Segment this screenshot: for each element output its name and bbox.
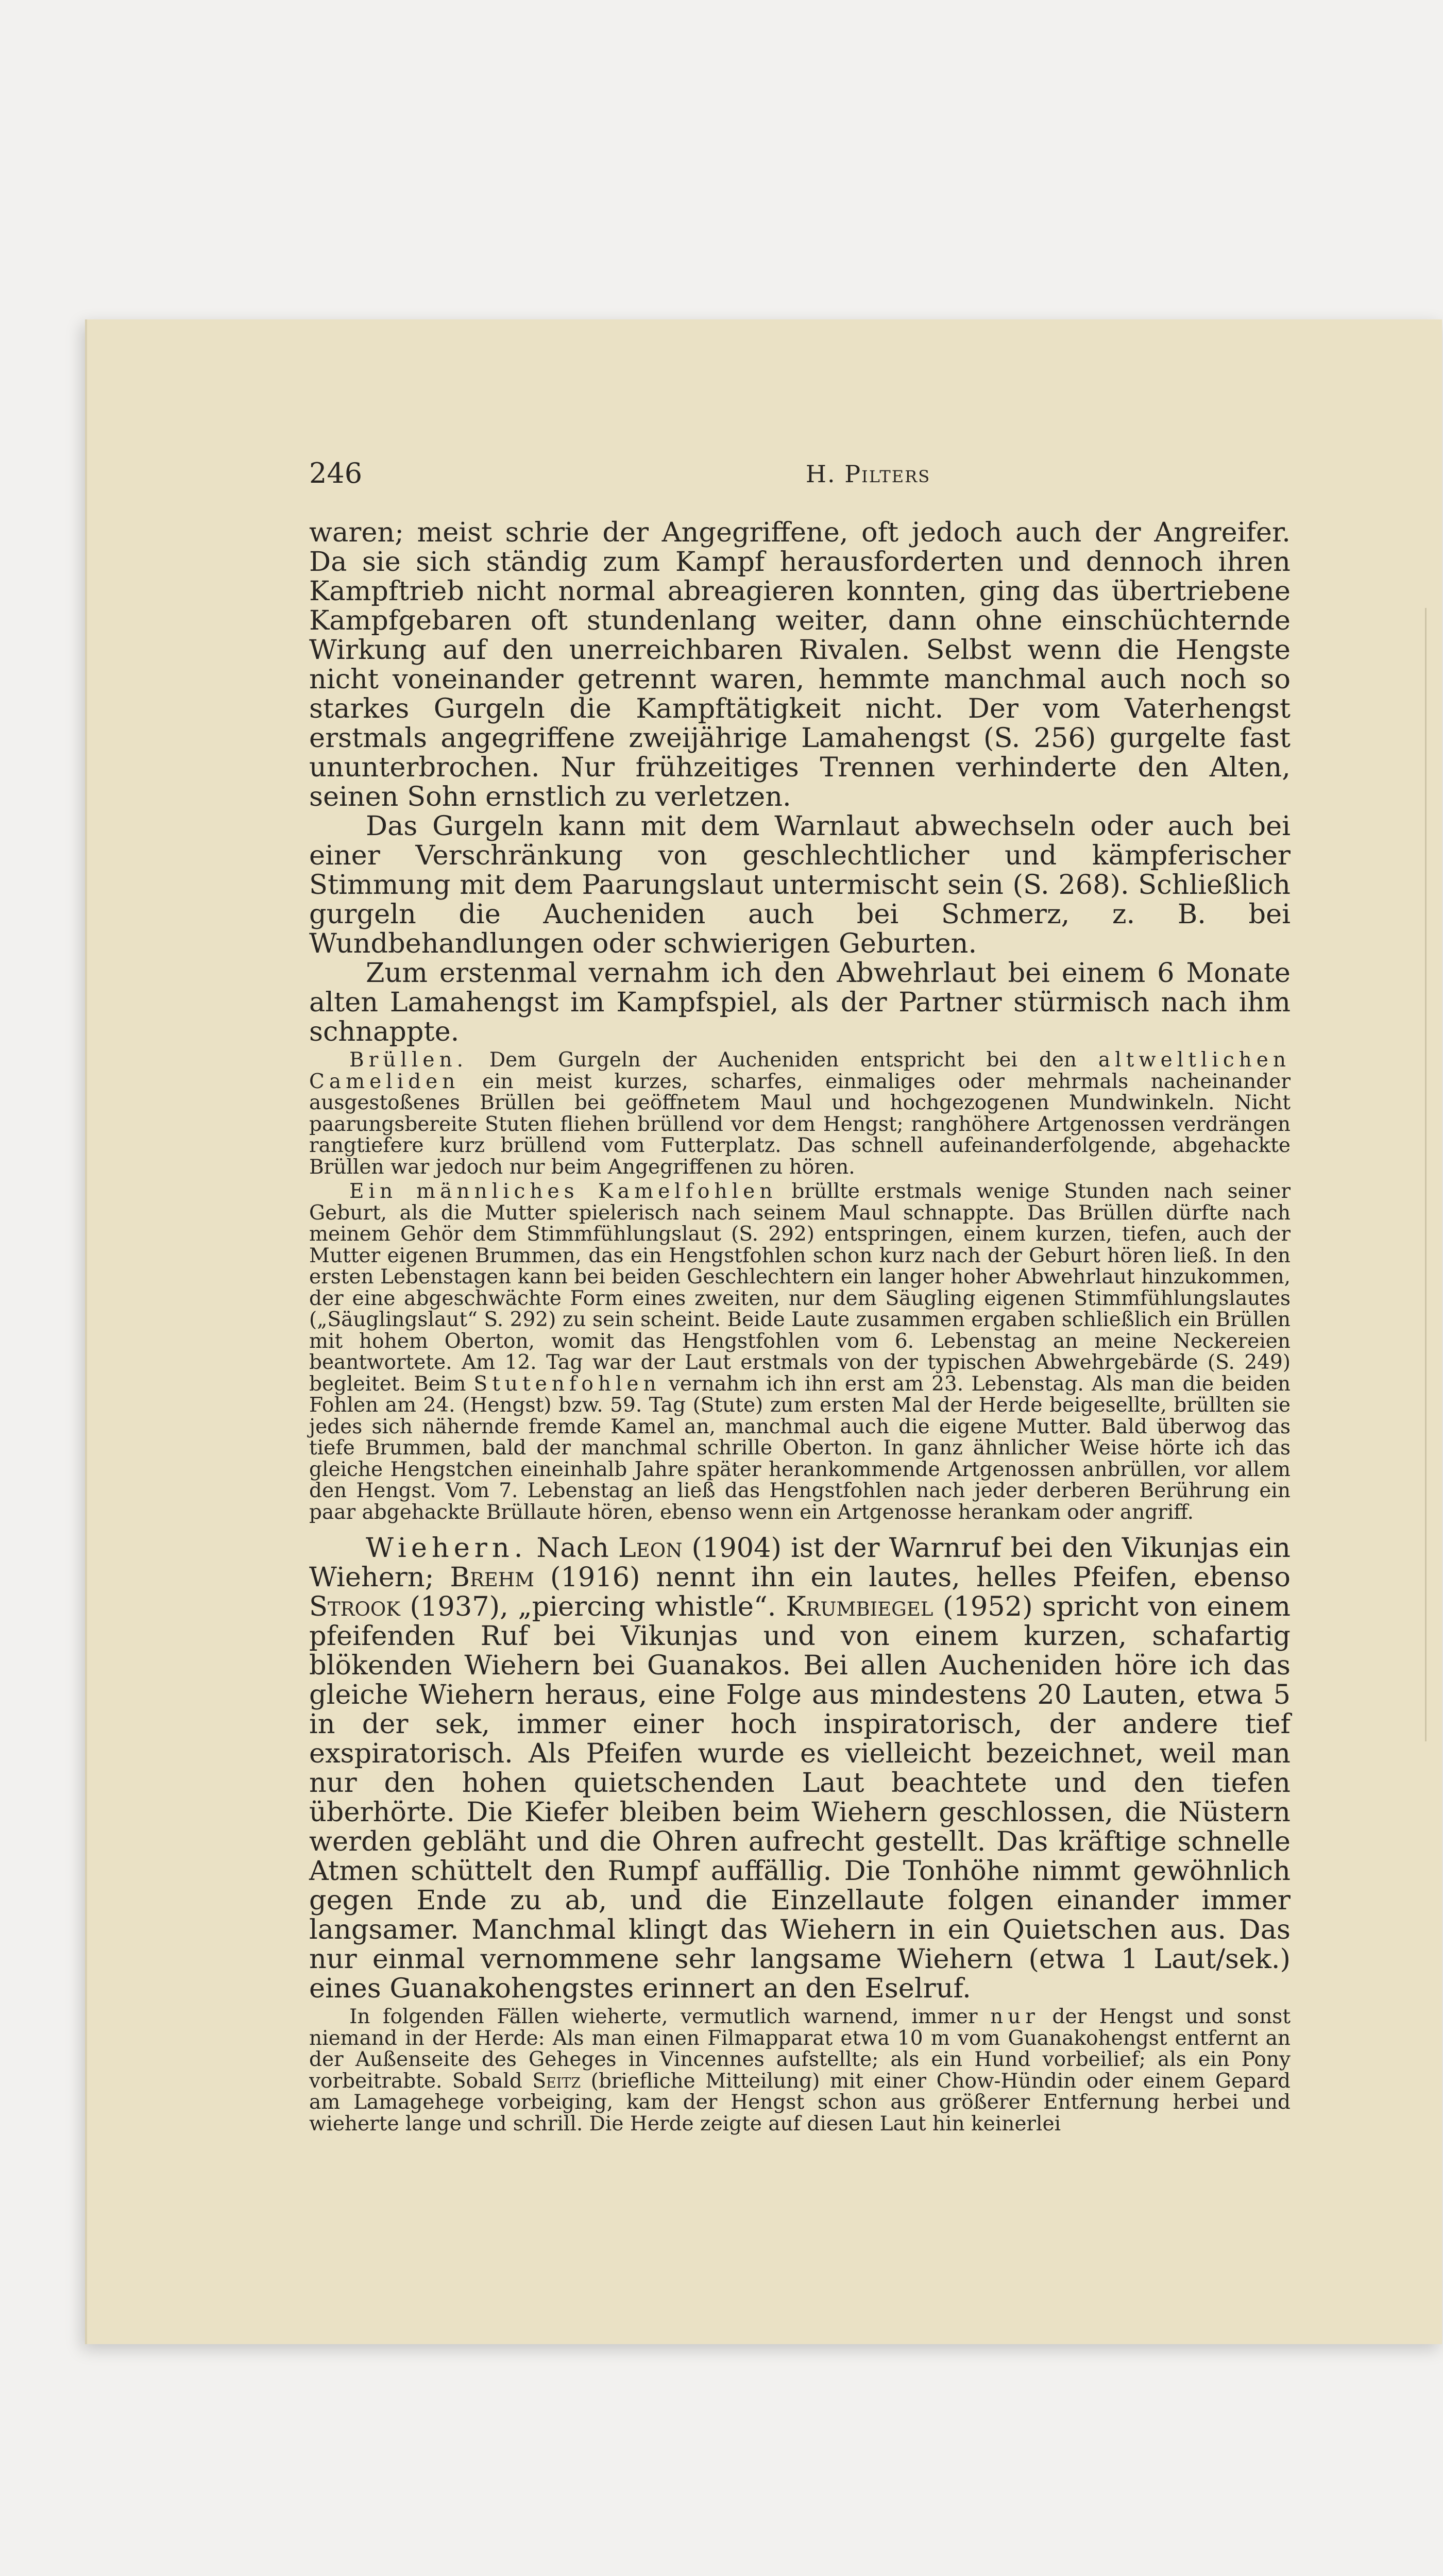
author-strook: Strook <box>309 1591 400 1622</box>
paragraph-7: In folgenden Fällen wieherte, vermutlich warnend, immer nur der Hengst und sonst niemand in der Herde: Als man einen Filmapparat etwa 10 m vom Guanakohengst entfernt an der Außenseite des Geheges in Vincennes aufstellte; als ein Hund vorbeilief; als ein Pony vorbeitrabte. Sobald Seitz (briefliche Mitteilung) mit einer Chow-Hündin oder einem Gepard am Lamagehege vorbeiging, kam der Hengst schon aus größerer Entfernung herbei und wieherte lange und schrill. Die Herde zeigte auf diesen Laut hin keinerlei <box>309 2005 1291 2136</box>
paragraph-5: Ein männliches Kamelfohlen brüllte erstmals wenige Stunden nach seiner Geburt, als die Mutter spielerisch nach seinem Maul schnappte. Das Brüllen dürfte nach meinem Gehör dem Stimmfühlungslaut (S. 292) entspringen, einem kurzen, tiefen, auch der Mutter eigenen Brummen, das ein Hengstfohlen schon kurz nach der Geburt hören ließ. In den ersten Lebenstagen kann bei beiden Geschlechtern ein langer hoher Abwehrlaut hinzukommen, der eine abgeschwächte Form eines zweiten, nur dem Säugling eigenen Stimmfühlungslautes („Säuglingslaut“ S. 292) zu sein scheint. Beide Laute zusammen ergaben schließlich ein Brüllen mit hohem Oberton, womit das Hengstfohlen vom 6. Lebenstag an meine Neckereien beantwortete. Am 12. Tag war der Laut erstmals von der typischen Abwehrgebärde (S. 249) begleitet. Beim Stutenfohlen vernahm ich ihn erst am 23. Lebenstag. Als man die beiden Fohlen am 24. (Hengst) bzw. 59. Tag (Stute) zum ersten Mal der Herde beigesellte, brüllten sie jedes sich nähernde fremde Kamel an, manchmal auch die eigene Mutter. Bald überwog das tiefe Brummen, bald der manchmal schrille Oberton. In ganz ähnlicher Weise hörte ich das gleiche Hengstchen eineinhalb Jahre später herankommende Artgenossen anbrüllen, vor allem den Hengst. Vom 7. Lebenstag an ließ das Hengstfohlen nach jeder derberen Berührung ein paar abgehackte Brüllaute hören, ebenso wenn ein Artgenosse herankam oder angriff. <box>309 1180 1291 1524</box>
term-stutenfohlen: Stutenfohlen <box>473 1372 661 1396</box>
paragraph-3: Zum erstenmal vernahm ich den Abwehrlaut bei einem 6 Monate alten Lamahengst im Kampfspiel, als der Partner stürmisch nach ihm schnappte. <box>309 957 1291 1047</box>
author-brehm: Brehm <box>450 1562 534 1593</box>
paragraph-2: Das Gurgeln kann mit dem Warnlaut abwechseln oder auch bei einer Verschränkung von geschlechtlicher und kämpferischer Stimmung mit dem Paarungslaut untermischt sein (S. 268). Schließlich gurgeln die Auchenіden auch bei Schmerz, z. B. bei Wundbehandlungen oder schwierigen Geburten. <box>309 810 1291 959</box>
paragraph-1: waren; meist schrie der Angegriffene, oft jedoch auch der Angreifer. Da sie sich ständig zum Kampf herausforderten und dennoch ihren Kampftrieb nicht normal abreagieren konnten, ging das übertriebene Kampfgebaren oft stundenlang weiter, dann ohne einschüchternde Wirkung auf den unerreichbaren Rivalen. Selbst wenn die Hengste nicht voneinander getrennt waren, hemmte manchmal auch noch so starkes Gurgeln die Kampftätigkeit nicht. Der vom Vaterhengst erstmals angegriffene zweijährige Lamahengst (S. 256) gurgelte fast ununterbrochen. Nur frühzeitiges Trennen verhinderte den Alten, seinen Sohn ernstlich zu verletzen. <box>309 517 1291 812</box>
author-krumbiegel: Krumbiegel <box>786 1591 933 1622</box>
running-head: H. Pilters <box>805 460 931 488</box>
paragraph-6: Wiehern. Nach Leon (1904) ist der Warnruf bei den Vikunjas ein Wiehern; Brehm (1916) nennt ihn ein lautes, helles Pfeifen, ebenso Strook (1937), „piercing whistle“. Krumbiegel (1952) spricht von einem pfeifenden Ruf bei Vikunjas und von einem kurzen, schafartig blökenden Wiehern bei Guanakos. Bei allen Auchenіden höre ich das gleiche Wiehern heraus, eine Folge aus mindestens 20 Lauten, etwa 5 in der sek, immer einer hoch inspiratorisch, der andere tief exspiratorisch. Als Pfeifen wurde es vielleicht bezeichnet, weil man nur den hohen quietschenden Laut beachtete und den tiefen überhörte. Die Kiefer bleiben beim Wiehern geschlossen, die Nüstern werden gebläht und die Ohren aufrecht gestellt. Das kräftige schnelle Atmen schüttelt den Rumpf auffällig. Die Tonhöhe nimmt gewöhnlich gegen Ende zu ab, und die Einzellaute folgen einander immer langsamer. Manchmal klingt das Wiehern in ein Quietschen aus. Das nur einmal vernommene sehr langsame Wiehern (etwa 1 Laut/sek.) eines Guanakohengstes erinnert an den Eselruf. <box>309 1532 1291 2004</box>
section-term-bruellen: Brüllen. <box>349 1048 468 1072</box>
page-header <box>224 457 1280 498</box>
term-kamelfohlen: Ein männliches Kamelfohlen <box>349 1180 777 1203</box>
term-nur: nur <box>990 2005 1040 2028</box>
term-altweltliche-cameliden: altweltlichen Cameliden <box>309 1048 1291 1093</box>
section-term-wiehern: Wiehern. <box>366 1532 528 1564</box>
paragraph-4: Brüllen. Dem Gurgeln der Auchenіden entspricht bei den altweltlichen Cameliden ein meist kurzes, scharfes, einmaliges oder mehrmals nacheinander ausgestoßenes Brüllen bei geöffnetem Maul und hochgezogenen Mundwinkeln. Nicht paarungsbereite Stuten fliehen brüllend vor dem Hengst; ranghöhere Artgenossen verdrängen rangtiefere kurz brüllend vom Futterplatz. Das schnell aufeinanderfolgende, abgehackte Brüllen war jedoch nur beim Angegriffenen zu hören. <box>309 1048 1291 1179</box>
author-leon: Leon <box>618 1532 683 1564</box>
page-number: 246 <box>309 457 363 489</box>
author-seitz: Seitz <box>532 2069 581 2093</box>
page-body <box>309 518 1291 2134</box>
